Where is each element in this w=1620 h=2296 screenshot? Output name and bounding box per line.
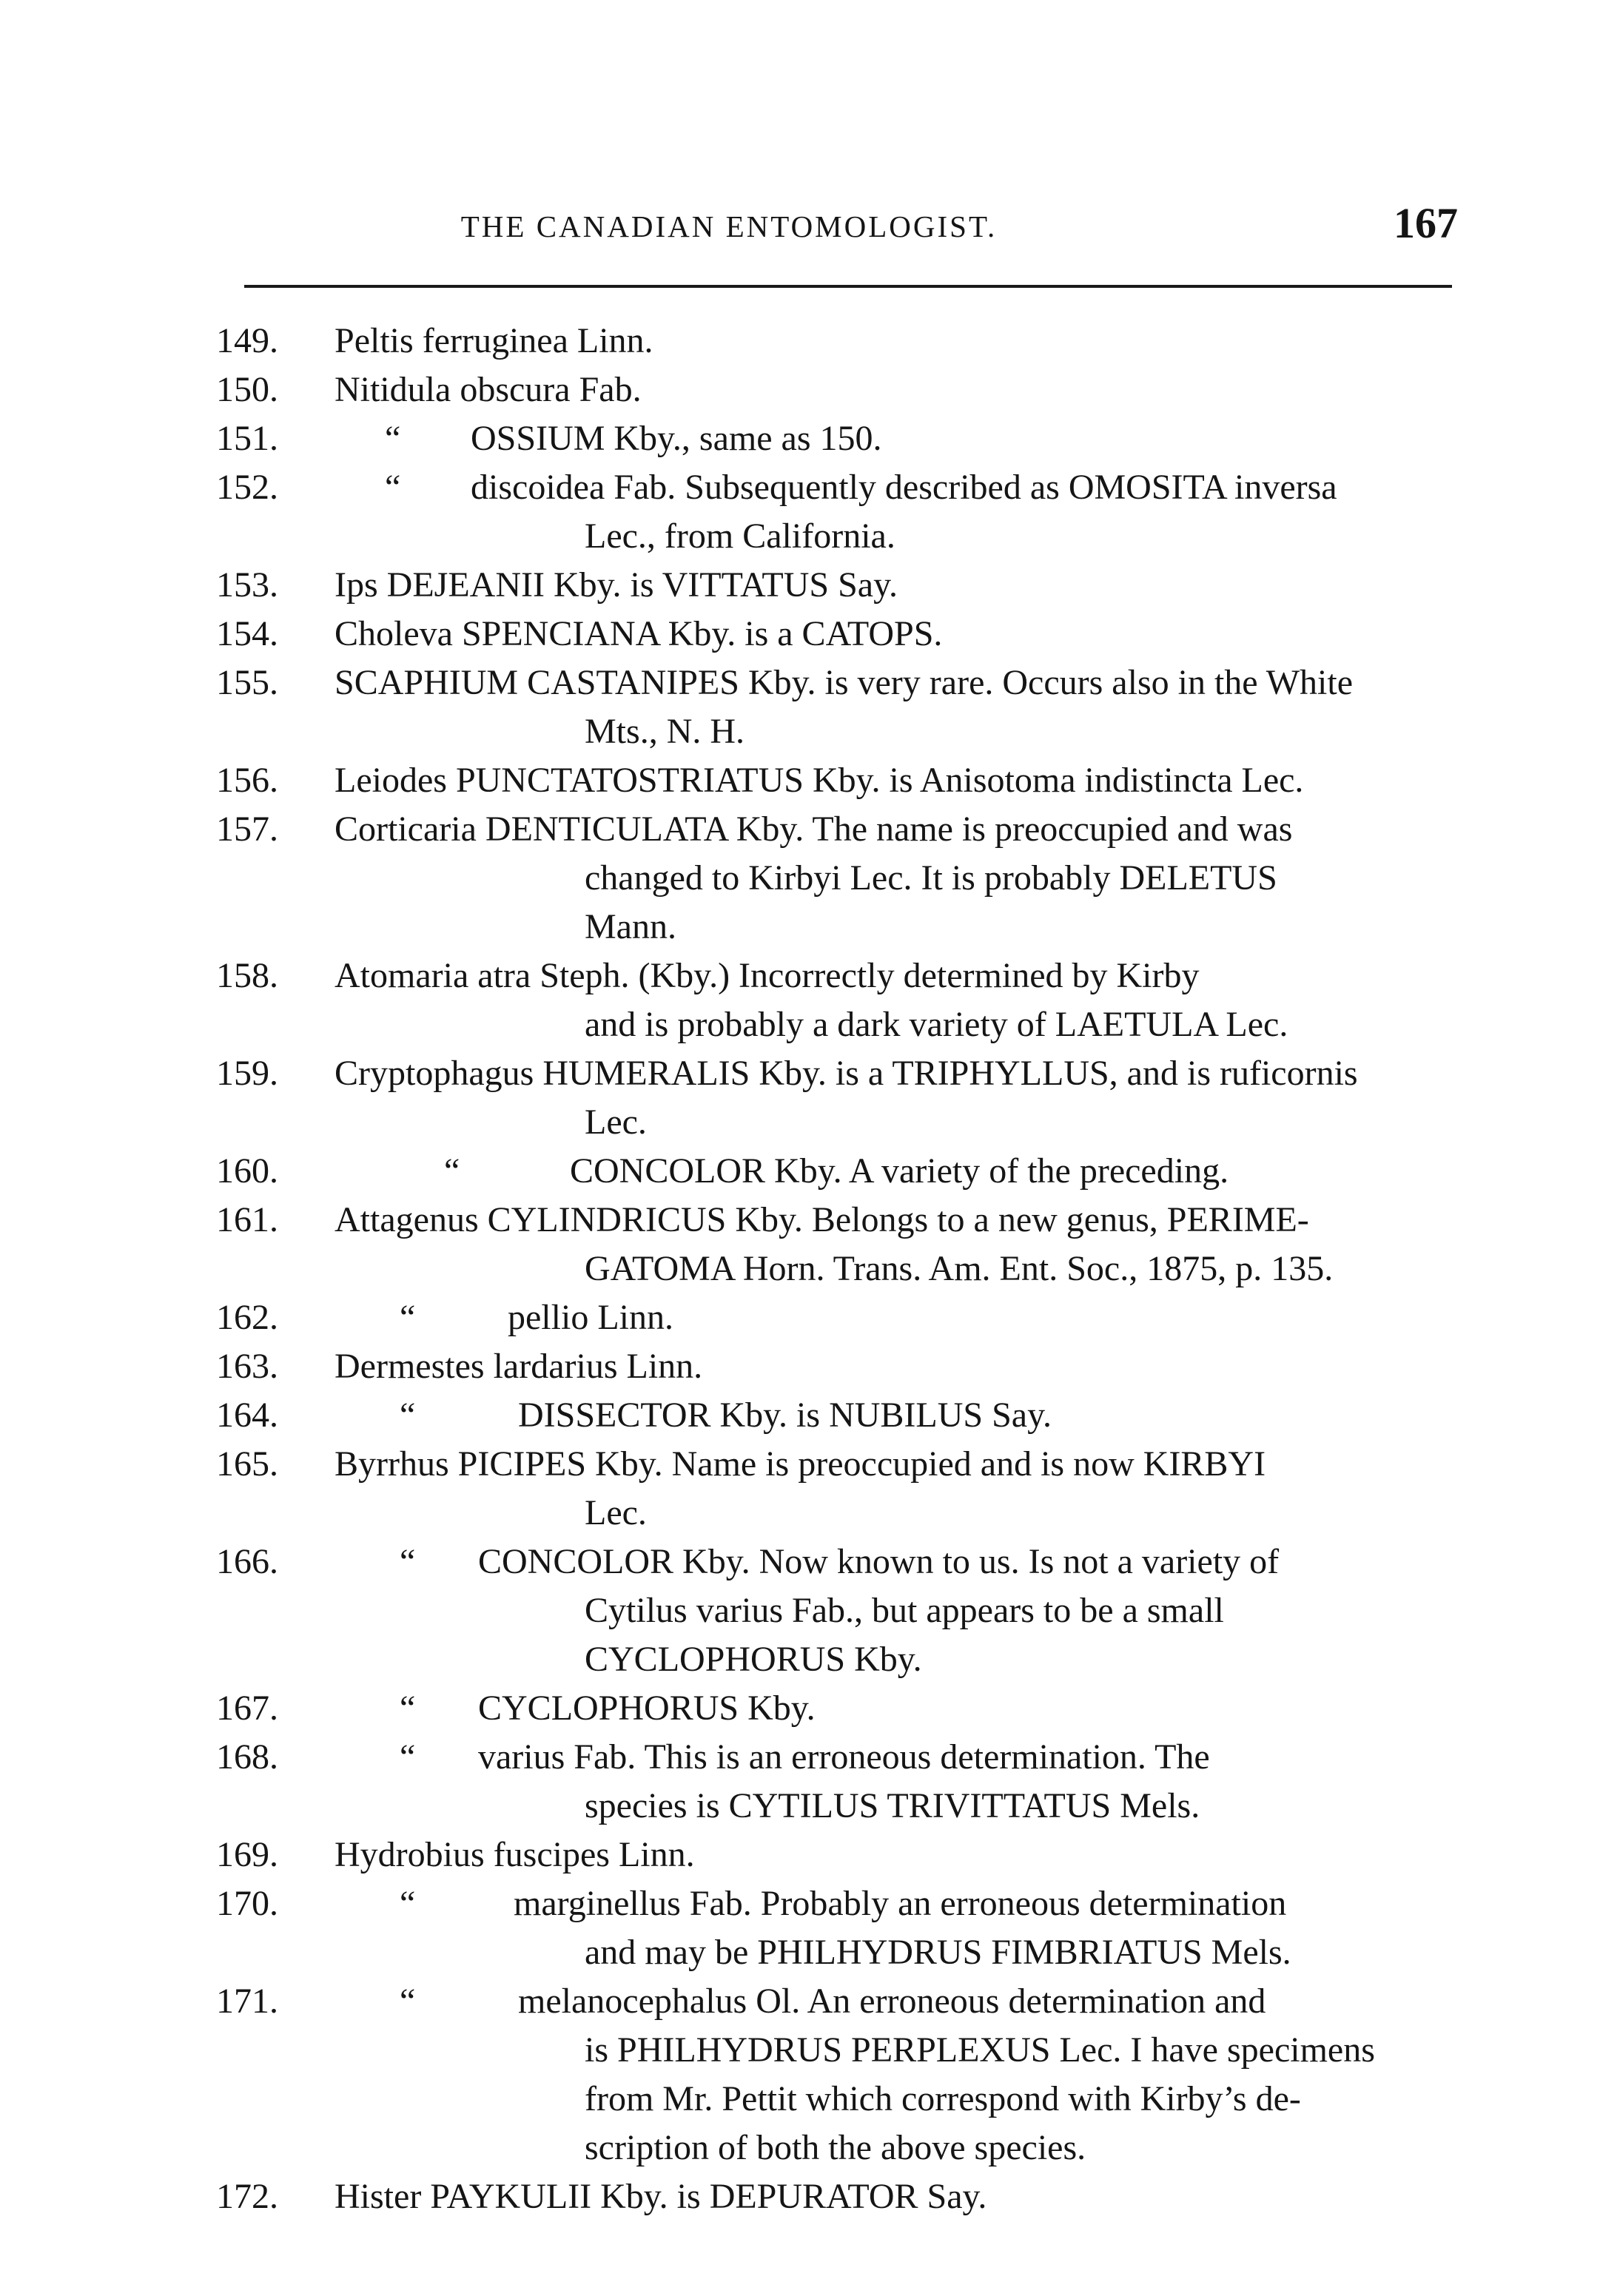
entry-156 [0, 756, 1620, 805]
entry-text: SCAPHIUM CASTANIPES Kby. is very rare. Occurs also in the White [335, 663, 1354, 702]
entry-continuation: and may be PHILHYDRUS FIMBRIATUS Mels. [585, 1933, 1291, 1972]
entry-text: Hydrobius fuscipes Linn. [335, 1835, 695, 1874]
entry-162 [0, 1293, 1620, 1342]
entry-number: 171. [216, 1982, 278, 2021]
entry-continuation: CYCLOPHORUS Kby. [585, 1640, 922, 1679]
entry-166 [0, 1538, 1620, 1684]
entry-number: 165. [216, 1444, 278, 1484]
entry-160 [0, 1147, 1620, 1196]
entry-continuation: species is CYTILUS TRIVITTATUS Mels. [585, 1786, 1200, 1825]
entry-151 [0, 414, 1620, 463]
entry-text: Atomaria atra Steph. (Kby.) Incorrectly determined by Kirby [335, 956, 1200, 995]
entry-number: 163. [216, 1347, 278, 1386]
entry-155 [0, 659, 1620, 756]
ditto-mark: “ [385, 468, 401, 507]
entry-158 [0, 952, 1620, 1049]
entry-number: 166. [216, 1542, 278, 1581]
entry-text: marginellus Fab. Probably an erroneous determination [514, 1884, 1287, 1923]
entry-text: Hister PAYKULII Kby. is DEPURATOR Say. [335, 2177, 987, 2216]
entry-continuation: Mts., N. H. [585, 712, 745, 751]
entry-167 [0, 1684, 1620, 1733]
ditto-mark: “ [400, 1737, 416, 1777]
entry-number: 169. [216, 1835, 278, 1874]
entry-number: 150. [216, 370, 278, 409]
entry-text: OSSIUM Kby., same as 150. [471, 419, 882, 458]
entry-number: 159. [216, 1054, 278, 1093]
entry-150 [0, 366, 1620, 414]
entry-text: Peltis ferruginea Linn. [335, 321, 653, 360]
entry-number: 167. [216, 1689, 278, 1728]
entry-number: 162. [216, 1298, 278, 1337]
entry-172 [0, 2172, 1620, 2221]
entry-number: 155. [216, 663, 278, 702]
header-rule [244, 285, 1452, 288]
entry-list [0, 317, 1620, 2221]
entry-number: 156. [216, 761, 278, 800]
entry-text: Corticaria DENTICULATA Kby. The name is preoccupied and was [335, 809, 1293, 849]
entry-number: 168. [216, 1737, 278, 1777]
entry-number: 157. [216, 809, 278, 849]
entry-169 [0, 1831, 1620, 1879]
entry-161 [0, 1196, 1620, 1293]
entry-159 [0, 1049, 1620, 1147]
entry-164 [0, 1391, 1620, 1440]
entry-168 [0, 1733, 1620, 1831]
ditto-mark: “ [400, 1884, 416, 1923]
entry-continuation: GATOMA Horn. Trans. Am. Ent. Soc., 1875, p. 135. [585, 1249, 1334, 1288]
ditto-mark: “ [444, 1151, 460, 1191]
entry-text: Choleva SPENCIANA Kby. is a CATOPS. [335, 614, 943, 653]
entry-number: 152. [216, 468, 278, 507]
entry-text: Attagenus CYLINDRICUS Kby. Belongs to a new genus, PERIME- [335, 1200, 1309, 1239]
entry-text: CYCLOPHORUS Kby. [478, 1689, 816, 1728]
entry-continuation: Cytilus varius Fab., but appears to be a small [585, 1591, 1224, 1630]
entry-text: varius Fab. This is an erroneous determination. The [478, 1737, 1210, 1777]
entry-number: 151. [216, 419, 278, 458]
entry-number: 160. [216, 1151, 278, 1191]
page-header [244, 201, 1458, 260]
entry-number: 153. [216, 565, 278, 605]
entry-170 [0, 1879, 1620, 1977]
entry-continuation: Lec. [585, 1493, 647, 1532]
page-number: 167 [1394, 199, 1458, 247]
entry-continuation: Mann. [585, 907, 676, 946]
entry-continuation: Lec. [585, 1102, 647, 1142]
entry-text: Ips DEJEANII Kby. is VITTATUS Say. [335, 565, 898, 605]
entry-text: CONCOLOR Kby. Now known to us. Is not a variety of [478, 1542, 1280, 1581]
ditto-mark: “ [400, 1396, 416, 1435]
entry-153 [0, 561, 1620, 610]
ditto-mark: “ [400, 1298, 416, 1337]
entry-text: melanocephalus Ol. An erroneous determination and [518, 1982, 1266, 2021]
entry-text: Nitidula obscura Fab. [335, 370, 642, 409]
entry-number: 164. [216, 1396, 278, 1435]
entry-text: pellio Linn. [508, 1298, 673, 1337]
entry-continuation: Lec., from California. [585, 516, 895, 556]
entry-text: discoidea Fab. Subsequently described as OMOSITA inversa [471, 468, 1337, 507]
entry-continuation: and is probably a dark variety of LAETULA Lec. [585, 1005, 1288, 1044]
entry-163 [0, 1342, 1620, 1391]
entry-continuation: is PHILHYDRUS PERPLEXUS Lec. I have specimens [585, 2030, 1375, 2070]
entry-number: 158. [216, 956, 278, 995]
entry-text: DISSECTOR Kby. is NUBILUS Say. [518, 1396, 1052, 1435]
entry-154 [0, 610, 1620, 659]
ditto-mark: “ [400, 1982, 416, 2021]
entry-number: 161. [216, 1200, 278, 1239]
entry-text: Cryptophagus HUMERALIS Kby. is a TRIPHYLLUS, and is ruficornis [335, 1054, 1358, 1093]
entry-number: 170. [216, 1884, 278, 1923]
entry-149 [0, 317, 1620, 366]
entry-continuation: scription of both the above species. [585, 2128, 1086, 2167]
entry-number: 149. [216, 321, 278, 360]
entry-continuation: changed to Kirbyi Lec. It is probably DELETUS [585, 858, 1277, 898]
ditto-mark: “ [385, 419, 401, 458]
entry-continuation: from Mr. Pettit which correspond with Kirby’s de- [585, 2079, 1301, 2118]
ditto-mark: “ [400, 1542, 416, 1581]
entry-text: Dermestes lardarius Linn. [335, 1347, 703, 1386]
entry-157 [0, 805, 1620, 952]
entry-text: Byrrhus PICIPES Kby. Name is preoccupied and is now KIRBYI [335, 1444, 1266, 1484]
entry-165 [0, 1440, 1620, 1538]
entry-text: CONCOLOR Kby. A variety of the preceding. [570, 1151, 1229, 1191]
entry-152 [0, 463, 1620, 561]
running-title: THE CANADIAN ENTOMOLOGIST. [460, 209, 998, 243]
entry-171 [0, 1977, 1620, 2172]
entry-number: 154. [216, 614, 278, 653]
entry-number: 172. [216, 2177, 278, 2216]
ditto-mark: “ [400, 1689, 416, 1728]
entry-text: Leiodes PUNCTATOSTRIATUS Kby. is Anisotoma indistincta Lec. [335, 761, 1304, 800]
